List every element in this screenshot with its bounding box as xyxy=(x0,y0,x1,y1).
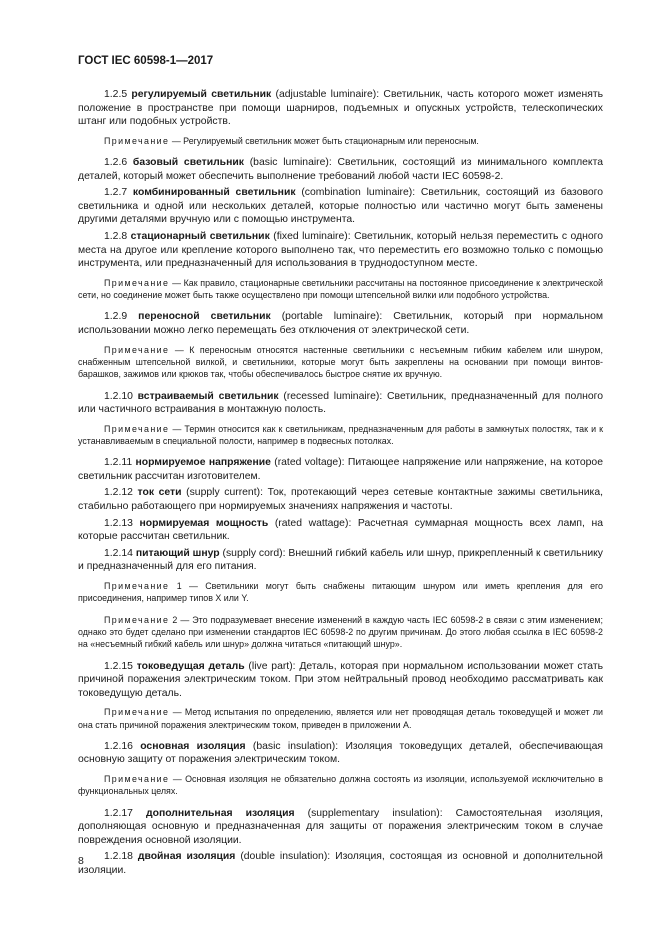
term-text: : Самостоятельная изоляция, дополняющая основную и предназначенная для защиты от поражения электрическим током в случае повреждения основной изоляции. xyxy=(78,807,604,846)
term-number: 1.2.10 xyxy=(104,390,133,402)
term-definition xyxy=(78,660,603,701)
page-number: 8 xyxy=(78,855,84,867)
note-label: Примечание xyxy=(104,344,170,355)
term-english: (adjustable luminaire) xyxy=(271,89,377,100)
term-text: : Внешний гибкий кабель или шнур, прикрепленный к светильнику и предназначенный для его питания. xyxy=(78,547,603,573)
term-english: (recessed luminaire) xyxy=(278,390,380,402)
note-text: 1 — Светильники могут быть снабжены питающим шнуром или иметь крепления для его присоединения, например типов X или Y. xyxy=(78,581,603,604)
term-definition xyxy=(78,390,603,417)
note-text: — Регулируемый светильник может быть стационарным или переносным. xyxy=(169,135,479,146)
term-english: (combination luminaire) xyxy=(295,187,413,199)
note xyxy=(78,580,603,605)
term-name: нормируемое напряжение xyxy=(135,457,271,469)
note-label: Примечание xyxy=(104,423,170,434)
term-name: дополнительная изоляция xyxy=(146,807,295,819)
term-text: : Светильник, который нельзя переместить с одного места на другое или крепление которого выполнено так, что переместить его возможно только с помощью инструмента, или предназначенный для использования в труднодоступном месте. xyxy=(78,231,603,270)
term-number: 1.2.17 xyxy=(104,807,133,819)
note-label: Примечание xyxy=(104,135,170,146)
term-english: (supply cord) xyxy=(219,547,283,559)
term-text: : Ток, протекающий через сетевые контактные зажимы светильника, стабильно работающего при нормируемых значениях напряжения и частоты. xyxy=(78,487,603,513)
note xyxy=(78,135,603,147)
term-english: (live part) xyxy=(244,660,293,672)
term-text: : Изоляция, состоящая из основной и дополнительной изоляции. xyxy=(78,851,603,877)
note xyxy=(78,277,603,302)
note xyxy=(78,423,603,448)
term-number: 1.2.11 xyxy=(104,457,133,469)
term-number: 1.2.14 xyxy=(104,547,133,559)
term-number: 1.2.12 xyxy=(104,487,133,499)
note-label: Примечание xyxy=(104,614,170,625)
term-definition xyxy=(78,456,603,483)
term-number: 1.2.5 xyxy=(104,89,128,100)
term-text: : Светильник, часть которого может изменять положение в пространстве при помощи шарниров, подъемных и опускных устройств, телескопических штанг или подобных устройств. xyxy=(78,89,603,128)
term-definition xyxy=(78,156,603,183)
term-english: (basic insulation) xyxy=(245,740,336,752)
term-text: : Светильник, который при нормальном использовании можно легко перемещать без отключения от электрической сети. xyxy=(78,311,604,337)
term-english: (supply current) xyxy=(181,487,261,499)
note xyxy=(78,614,603,651)
term-number: 1.2.8 xyxy=(104,231,128,243)
note-label: Примечание xyxy=(104,581,170,592)
note xyxy=(78,773,603,798)
term-name: основная изоляция xyxy=(140,740,246,752)
term-number: 1.2.13 xyxy=(104,517,133,529)
term-number: 1.2.9 xyxy=(104,311,128,323)
term-number: 1.2.7 xyxy=(104,187,128,199)
term-english: (fixed luminaire) xyxy=(269,231,348,243)
term-text: : Деталь, которая при нормальном использовании может стать причиной поражения электрическим током. При этом нейтральный провод необходимо рассматривать как токоведущую деталь. xyxy=(78,660,603,699)
term-number: 1.2.16 xyxy=(104,740,133,752)
term-text: : Светильник, предназначенный для полного или частичного встраивания в монтажную полость. xyxy=(78,390,603,416)
term-name: нормируемая мощность xyxy=(139,517,269,529)
term-english: (supplementary insulation) xyxy=(294,807,440,819)
term-definition xyxy=(78,807,603,848)
term-text: : Питающее напряжение или напряжение, на которое светильник рассчитан изготовителем. xyxy=(78,457,603,482)
term-number: 1.2.6 xyxy=(104,157,128,169)
term-name: питающий шнур xyxy=(135,547,220,559)
note-text: — Основная изоляция не обязательно должна состоять из изоляции, используемой исключительно в функциональных целях. xyxy=(78,774,603,797)
term-text: : Светильник, состоящий из базового светильника и одной или нескольких деталей, которые полностью или частично могут быть заменены другими деталями вручную или с помощью инструмента. xyxy=(78,187,604,226)
term-name: стационарный светильник xyxy=(130,231,270,243)
term-name: комбинированный светильник xyxy=(132,187,296,199)
standard-header: ГОСТ IEC 60598-1—2017 xyxy=(78,55,214,67)
term-name: базовый светильник xyxy=(132,157,244,169)
note-text: — К переносным относятся настенные светильники с несъемным гибким кабелем или шнуром, снабженным штепсельной вилкой, и светильники, которые могут быть закреплены на основании при помощи винтов-барашков, зажимов или крюков так, чтобы обеспечивалось быстрое снятие их вручную. xyxy=(78,344,603,380)
term-name: ток сети xyxy=(137,487,182,499)
term-definition xyxy=(78,547,603,574)
note-text: — Метод испытания по определению, является или нет проводящая деталь токоведущей и может ли она стать причиной поражения электрическим током, приведен в приложении А. xyxy=(78,707,603,730)
term-definition xyxy=(78,517,603,544)
term-english: (portable luminaire) xyxy=(270,311,380,323)
note-label: Примечание xyxy=(104,277,170,288)
term-english: (rated wattage) xyxy=(268,517,349,529)
term-english: (rated voltage) xyxy=(270,457,342,469)
term-definition xyxy=(78,740,603,767)
note-text: 2 — Это подразумевает внесение изменений в каждую часть IEC 60598-2 в связи с этим изменением; однако это будет сделано при изменении стандартов IEC 60598-2 по другим причинам. До этого любая ссылка в IEC 60598-2 на «несъемный гибкий кабель или шнур» должна читаться «питающий шнур». xyxy=(78,614,603,650)
term-definition xyxy=(78,310,603,337)
term-definition xyxy=(78,486,603,513)
term-name: регулируемый светильник xyxy=(131,89,272,100)
term-english: (basic luminaire) xyxy=(243,157,329,169)
term-definition xyxy=(78,186,603,227)
note-text: — Термин относится как к светильникам, предназначенным для работы в замкнутых полостях, так и к устанавливаемым в специальной полости, например в подвесных потолках. xyxy=(78,423,603,446)
term-name: токоведущая деталь xyxy=(136,660,245,672)
term-english: (double insulation) xyxy=(235,851,328,863)
term-name: двойная изоляция xyxy=(137,851,236,863)
note-label: Примечание xyxy=(104,707,170,718)
term-name: переносной светильник xyxy=(138,311,271,323)
note xyxy=(78,344,603,381)
term-text: : Светильник, состоящий из минимального комплекта деталей, который может обеспечить выполнение требований любой части IEC 60598-2. xyxy=(78,157,603,182)
term-definition xyxy=(78,850,603,877)
term-number: 1.2.15 xyxy=(104,660,133,672)
term-text: : Расчетная суммарная мощность всех ламп, на которые рассчитан светильник. xyxy=(78,517,603,543)
term-name: встраиваемый светильник xyxy=(137,390,279,402)
note xyxy=(78,706,603,731)
term-number: 1.2.18 xyxy=(104,851,133,863)
term-text: : Изоляция токоведущих деталей, обеспечивающая основную защиту от поражения электрическим током. xyxy=(78,740,604,766)
note-label: Примечание xyxy=(104,774,170,785)
document-body xyxy=(78,88,603,881)
term-definition xyxy=(78,230,603,271)
term-definition xyxy=(78,88,603,129)
note-text: — Как правило, стационарные светильники рассчитаны на постоянное присоединение к электрической сети, но соединение может быть также осуществлено при помощи штепсельной вилки или подобного устройства. xyxy=(78,277,603,301)
